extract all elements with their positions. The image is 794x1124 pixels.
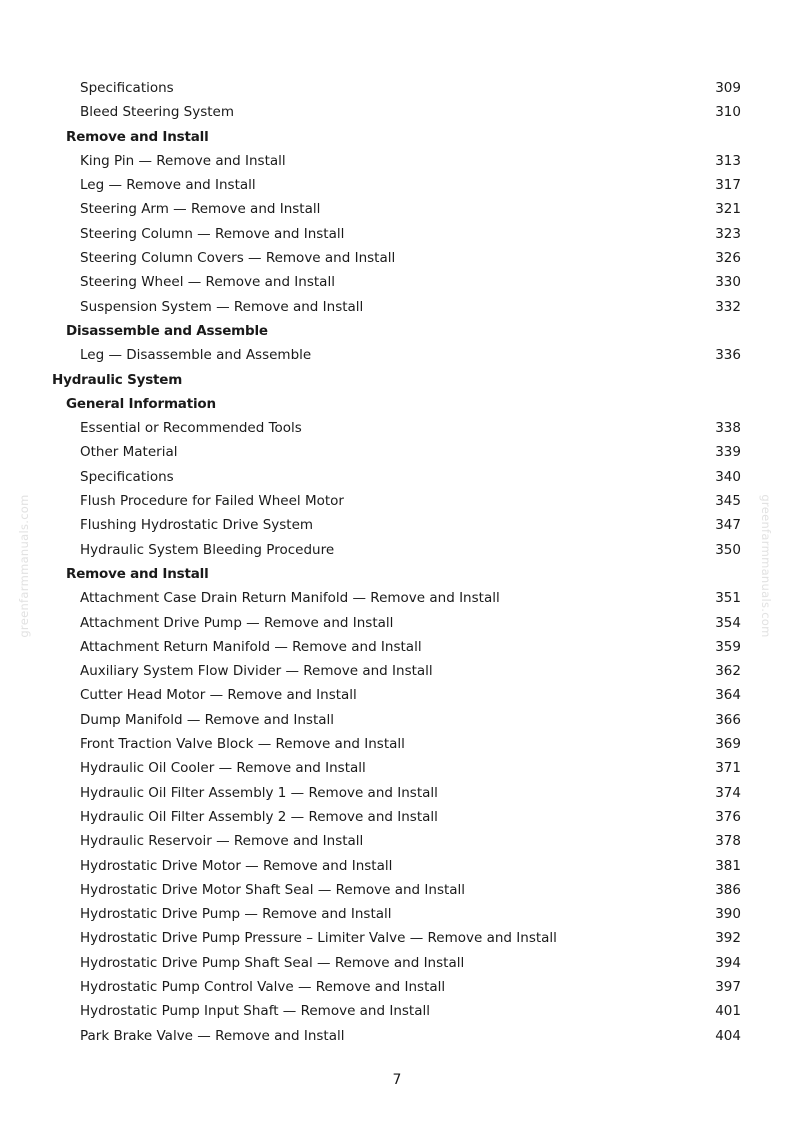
toc-entry-title: Steering Column Covers — Remove and Install	[80, 250, 396, 267]
toc-entry[interactable]	[0, 659, 794, 683]
toc-entry-page-number: 347	[715, 517, 741, 534]
toc-entry-page-number: 338	[715, 420, 741, 437]
toc-entry-page-number: 381	[715, 857, 741, 874]
toc-entry-page-number: 354	[715, 614, 741, 631]
toc-entry-title: Flush Procedure for Failed Wheel Motor	[80, 493, 344, 510]
toc-entry-page-number: 339	[715, 444, 741, 461]
toc-entry-title: Hydraulic Reservoir — Remove and Install	[80, 833, 364, 850]
toc-entry[interactable]	[0, 708, 794, 732]
toc-entry-page-number: 332	[715, 298, 741, 315]
toc-entry[interactable]	[0, 76, 794, 100]
toc-entry-page-number: 330	[715, 274, 741, 291]
toc-entry-title: Hydrostatic Pump Control Valve — Remove and Install	[80, 978, 446, 995]
toc-entry-title: Hydrostatic Drive Motor Shaft Seal — Remove and Install	[80, 881, 466, 898]
toc-entry-title: Auxiliary System Flow Divider — Remove and Install	[80, 663, 433, 680]
toc-entry[interactable]	[0, 781, 794, 805]
toc-entry[interactable]	[0, 100, 794, 124]
toc-entry[interactable]	[0, 805, 794, 829]
toc-entry-page-number: 397	[715, 978, 741, 995]
watermark-left: greenfarmmanuals.com	[17, 494, 31, 638]
toc-entry-page-number: 350	[715, 541, 741, 558]
toc-entry-title: Bleed Steering System	[80, 104, 235, 121]
toc-entry[interactable]	[0, 635, 794, 659]
toc-entry-page-number: 310	[715, 104, 741, 121]
toc-entry[interactable]	[0, 854, 794, 878]
toc-entry[interactable]	[0, 732, 794, 756]
toc-entry-page-number: 326	[715, 250, 741, 267]
toc-entry-page-number: 309	[715, 80, 741, 96]
toc-entry-title: Leg — Remove and Install	[80, 177, 256, 194]
toc-entry[interactable]	[0, 416, 794, 440]
toc-entry-title: Hydraulic Oil Filter Assembly 2 — Remove and Install	[80, 808, 438, 825]
toc-entry[interactable]	[0, 270, 794, 294]
toc-subsection-heading	[0, 125, 794, 149]
toc-entry-title: Hydrostatic Drive Motor — Remove and Install	[80, 857, 393, 874]
toc-entry[interactable]	[0, 926, 794, 950]
toc-entry[interactable]	[0, 173, 794, 197]
toc-entry[interactable]	[0, 999, 794, 1023]
toc-entry-title: Hydraulic Oil Cooler — Remove and Install	[80, 760, 366, 777]
toc-entry-title: Hydrostatic Drive Pump — Remove and Install	[80, 906, 392, 923]
toc-entry-title: General Information	[66, 395, 216, 412]
toc-entry-page-number: 390	[715, 906, 741, 923]
toc-entry-page-number: 378	[715, 833, 741, 850]
toc-entry-page-number: 364	[715, 687, 741, 704]
toc-entry[interactable]	[0, 246, 794, 270]
toc-entry-title: Suspension System — Remove and Install	[80, 298, 364, 315]
toc-entry-page-number: 345	[715, 493, 741, 510]
page-number: 7	[392, 1072, 402, 1088]
toc-entry-title: Remove and Install	[66, 565, 209, 582]
toc-entry-title: Front Traction Valve Block — Remove and Install	[80, 736, 405, 753]
toc-entry[interactable]	[0, 197, 794, 221]
toc-subsection-heading	[0, 562, 794, 586]
toc-entry[interactable]	[0, 489, 794, 513]
toc-entry-page-number: 323	[715, 225, 741, 242]
toc-entry-page-number: 371	[715, 760, 741, 777]
toc-entry-page-number: 336	[715, 347, 741, 364]
toc-entry-title: Hydraulic System Bleeding Procedure	[80, 541, 335, 558]
toc-entry-title: Hydraulic Oil Filter Assembly 1 — Remove and Install	[80, 784, 438, 801]
toc-entry[interactable]	[0, 756, 794, 780]
toc-entry-title: Steering Wheel — Remove and Install	[80, 274, 335, 291]
toc-entry-title: Attachment Drive Pump — Remove and Install	[80, 614, 394, 631]
toc-entry-page-number: 376	[715, 808, 741, 825]
toc-entry-page-number: 386	[715, 881, 741, 898]
toc-entry-page-number: 362	[715, 663, 741, 680]
toc-entry-title: Attachment Return Manifold — Remove and Install	[80, 638, 422, 655]
toc-entry-page-number: 369	[715, 736, 741, 753]
toc-subsection-heading	[0, 319, 794, 343]
toc-section-heading	[0, 368, 794, 392]
toc-entry-page-number: 340	[715, 468, 741, 485]
toc-entry-title: Flushing Hydrostatic Drive System	[80, 517, 314, 534]
toc-entry-title: Leg — Disassemble and Assemble	[80, 347, 312, 364]
toc-entry-title: Remove and Install	[66, 128, 209, 145]
toc-entry-title: Essential or Recommended Tools	[80, 420, 302, 437]
toc-entry-page-number: 366	[715, 711, 741, 728]
toc-entry-title: Hydraulic System	[52, 371, 183, 388]
toc-entry-title: Attachment Case Drain Return Manifold — Remove and Install	[80, 590, 500, 607]
toc-entry-page-number: 359	[715, 638, 741, 655]
toc-entry[interactable]	[0, 1024, 794, 1048]
toc-entry-title: King Pin — Remove and Install	[80, 152, 286, 169]
toc-entry-title: Cutter Head Motor — Remove and Install	[80, 687, 357, 704]
toc-entry[interactable]	[0, 902, 794, 926]
table-of-contents	[0, 76, 794, 1048]
toc-entry[interactable]	[0, 513, 794, 537]
toc-entry-page-number: 313	[715, 152, 741, 169]
toc-entry[interactable]	[0, 222, 794, 246]
toc-entry-page-number: 394	[715, 954, 741, 971]
toc-entry-title: Disassemble and Assemble	[66, 322, 268, 339]
toc-entry[interactable]	[0, 951, 794, 975]
toc-entry[interactable]	[0, 829, 794, 853]
toc-entry-page-number: 401	[715, 1003, 741, 1020]
toc-entry[interactable]	[0, 295, 794, 319]
toc-entry[interactable]	[0, 975, 794, 999]
toc-entry-title: Hydrostatic Drive Pump Pressure – Limiter Valve — Remove and Install	[80, 930, 557, 947]
toc-entry-title: Steering Arm — Remove and Install	[80, 201, 321, 218]
toc-entry-title: Specifications	[80, 468, 174, 485]
toc-entry[interactable]	[0, 586, 794, 610]
toc-entry[interactable]	[0, 611, 794, 635]
toc-entry-title: Specifications	[80, 80, 174, 96]
toc-entry[interactable]	[0, 343, 794, 367]
toc-subsection-heading	[0, 392, 794, 416]
toc-entry-title: Hydrostatic Pump Input Shaft — Remove and Install	[80, 1003, 430, 1020]
toc-entry-page-number: 317	[715, 177, 741, 194]
toc-entry[interactable]	[0, 538, 794, 562]
toc-entry-page-number: 321	[715, 201, 741, 218]
toc-entry-title: Other Material	[80, 444, 178, 461]
toc-entry-page-number: 374	[715, 784, 741, 801]
toc-entry-page-number: 351	[715, 590, 741, 607]
toc-entry[interactable]	[0, 149, 794, 173]
toc-entry[interactable]	[0, 440, 794, 464]
toc-entry-title: Hydrostatic Drive Pump Shaft Seal — Remove and Install	[80, 954, 465, 971]
toc-entry-page-number: 404	[715, 1027, 741, 1044]
toc-entry[interactable]	[0, 878, 794, 902]
watermark-right: greenfarmmanuals.com	[759, 494, 773, 638]
toc-entry-title: Park Brake Valve — Remove and Install	[80, 1027, 345, 1044]
toc-entry[interactable]	[0, 683, 794, 707]
toc-entry-page-number: 392	[715, 930, 741, 947]
toc-entry-title: Steering Column — Remove and Install	[80, 225, 345, 242]
toc-entry-title: Dump Manifold — Remove and Install	[80, 711, 335, 728]
toc-entry[interactable]	[0, 465, 794, 489]
